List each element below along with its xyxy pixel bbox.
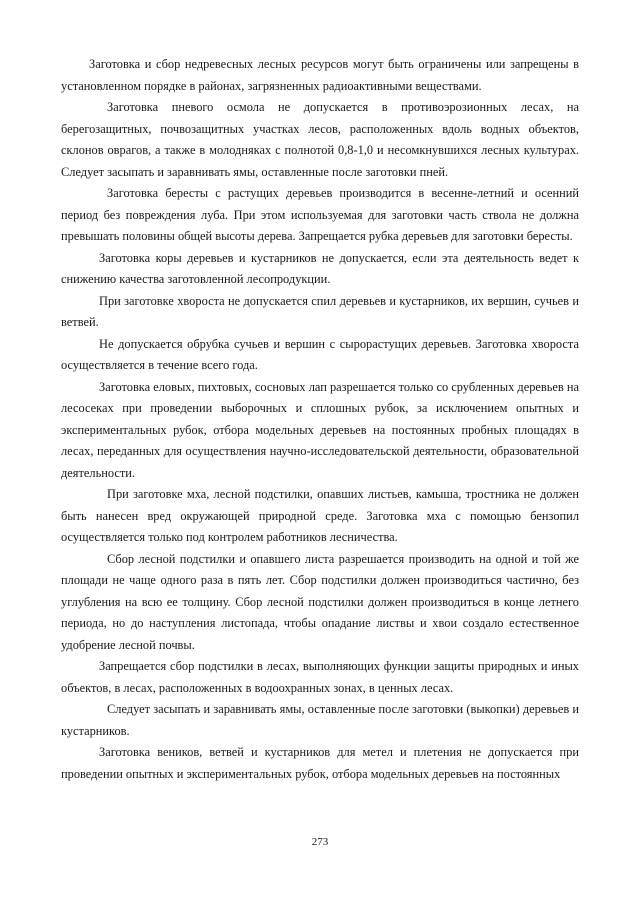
paragraph-brooms: Заготовка веников, ветвей и кустарников для метел и плетения не допускается при проведении опытных и экспериментальных рубок, отбора модельных деревьев на постоянных (61, 745, 579, 781)
paragraph-tree-bark: Заготовка коры деревьев и кустарников не допускается, если эта деятельность ведет к снижению качества заготовленной лесопродукции. (61, 250, 579, 286)
paragraph-brushwood: При заготовке хвороста не допускается спил деревьев и кустарников, их вершин, сучьев и ветвей. (61, 293, 579, 329)
paragraph-stump-resin: Заготовка пневого осмола не допускается в противоэрозионных лесах, на берегозащитных, почвозащитных участках лесов, расположенных вдоль водных объектов, склонов оврагов, а также в молодняках с полнотой 0,8-1,0 и несомкнувшихся лесных культурах. Следует засыпать и заравнивать ямы, оставленные после заготовки пней. (61, 100, 579, 179)
paragraph-moss-litter: При заготовке мха, лесной подстилки, опавших листьев, камыша, тростника не должен быть нанесен вред окружающей природной среде. Заготовка мха с помощью бензопил осуществляется только под контролем работников лесничества. (61, 487, 579, 544)
page-number: 273 (311, 836, 329, 848)
paragraph-birch-bark: Заготовка бересты с растущих деревьев производится в весенне-летний и осенний период без повреждения луба. При этом используемая для заготовки часть ствола не должна превышать половины общей высоты дерева. Запрещается рубка деревьев для заготовки бересты. (61, 186, 579, 243)
paragraph-litter-prohibition: Запрещается сбор подстилки в лесах, выполняющих функции защиты природных и иных объектов, в лесах, расположенных в водоохранных зонах, в ценных лесах. (61, 659, 579, 695)
paragraph-branch-cutting: Не допускается обрубка сучьев и вершин с сырорастущих деревьев. Заготовка хвороста осуществляется в течение всего года. (61, 336, 579, 372)
paragraph-litter-collection: Сбор лесной подстилки и опавшего листа разрешается производить на одной и той же площади не чаще одного раза в пять лет. Сбор подстилки должен производиться частично, без углубления на всю ее толщину. Сбор лесной подстилки должен производиться в конце летнего периода, но до наступления листопада, чтобы опадание листвы и хвои создало естественное удобрение лесной почвы. (61, 551, 579, 652)
paragraph-radioactive-restriction: Заготовка и сбор недревесных лесных ресурсов могут быть ограничены или запрещены в установленном порядке в районах, загрязненных радиоактивными веществами. (61, 57, 579, 93)
paragraph-conifer-branches: Заготовка еловых, пихтовых, сосновых лап разрешается только со срубленных деревьев на лесосеках при проведении выборочных и сплошных рубок, за исключением опытных и экспериментальных рубок, отбора модельных деревьев на постоянных пробных площадях в лесах, переданных для осуществления научно-исследовательской деятельности, образовательной деятельности. (61, 379, 579, 480)
body-text (61, 54, 579, 785)
paragraph-pit-filling: Следует засыпать и заравнивать ямы, оставленные после заготовки (выкопки) деревьев и кустарников. (61, 702, 579, 738)
